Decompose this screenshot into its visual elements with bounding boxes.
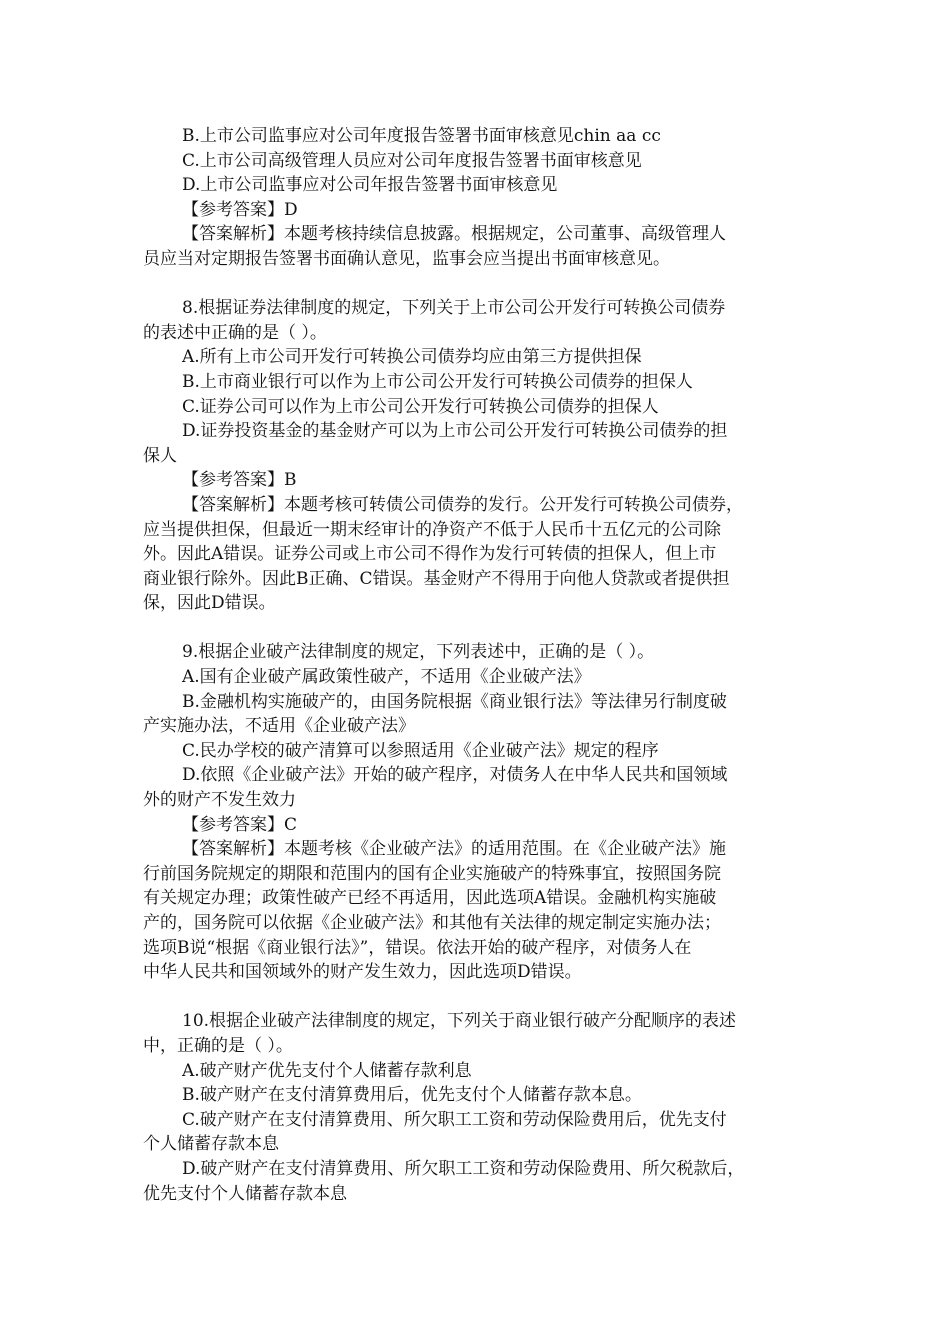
answer-analysis [143, 222, 808, 271]
option-c: 个人储蓄存款本息 [143, 1134, 279, 1155]
option-a: A.破产财产优先支付个人储蓄存款利息 [182, 1060, 472, 1081]
reference-answer: 【参考答案】C [182, 814, 298, 835]
analysis-line: 员应当对定期报告签署书面确认意见，监事会应当提出书面审核意见。 [143, 248, 670, 269]
question-stem: 9.根据企业破产法律制度的规定，下列表述中，正确的是（ ）。 [182, 642, 655, 663]
question-stem: 中，正确的是（ ）。 [143, 1035, 293, 1056]
question-10 [143, 1009, 808, 1206]
document-page [143, 124, 808, 1206]
option-d: D.依照《企业破产法》开始的破产程序，对债务人在中华人民共和国领域 [182, 765, 728, 786]
option-b: B.上市商业银行可以作为上市公司公开发行可转换公司债券的担保人 [182, 371, 693, 392]
analysis-line: 【答案解析】本题考核《企业破产法》的适用范围。在《企业破产法》施 [182, 839, 726, 860]
option-b: B.破产财产在支付清算费用后，优先支付个人储蓄存款本息。 [182, 1085, 642, 1106]
reference-answer: 【参考答案】B [182, 470, 297, 491]
analysis-line: 【答案解析】本题考核持续信息披露。根据规定，公司董事、高级管理人 [182, 224, 726, 245]
analysis-line: 应当提供担保，但最近一期末经审计的净资产不低于人民币十五亿元的公司除 [143, 519, 721, 540]
option-a: A.所有上市公司开发行可转换公司债券均应由第三方提供担保 [182, 347, 642, 368]
answer-analysis [143, 837, 808, 985]
reference-answer: 【参考答案】D [182, 199, 298, 220]
answer-analysis [143, 493, 808, 616]
analysis-line: 有关规定办理；政策性破产已经不再适用，因此选项A错误。金融机构实施破 [143, 888, 717, 909]
analysis-line: 商业银行除外。因此B正确、C错误。基金财产不得用于向他人贷款或者提供担 [143, 568, 730, 589]
analysis-line: 行前国务院规定的期限和范围内的国有企业实施破产的特殊事宜，按照国务院 [143, 863, 721, 884]
option-c: C.破产财产在支付清算费用、所欠职工工资和劳动保险费用后，优先支付 [182, 1109, 727, 1130]
option-a: A.国有企业破产属政策性破产，不适用《企业破产法》 [182, 667, 591, 688]
question-8 [143, 296, 808, 616]
option-c: C.证券公司可以作为上市公司公开发行可转换公司债券的担保人 [182, 396, 659, 417]
option-d: 优先支付个人储蓄存款本息 [143, 1183, 347, 1204]
question-stem: 的表述中正确的是（ ）。 [143, 322, 327, 343]
spacer [143, 985, 808, 1010]
spacer [143, 272, 808, 297]
analysis-line: 产的，国务院可以依据《企业破产法》和其他有关法律的规定制定实施办法； [143, 913, 721, 933]
analysis-line: 外。因此A错误。证券公司或上市公司不得作为发行可转债的担保人，但上市 [143, 544, 717, 565]
option-d: 保人 [143, 445, 177, 466]
question-7 [143, 124, 808, 272]
question-stem: 8.根据证券法律制度的规定，下列关于上市公司公开发行可转换公司债券 [182, 298, 726, 319]
option-b: B.金融机构实施破产的，由国务院根据《商业银行法》等法律另行制度破 [182, 691, 727, 712]
analysis-line: 中华人民共和国领域外的财产发生效力，因此选项D错误。 [143, 962, 582, 983]
option-d: D.证券投资基金的基金财产可以为上市公司公开发行可转换公司债券的担 [182, 421, 728, 442]
option-b: 产实施办法，不适用《企业破产法》 [143, 716, 415, 737]
analysis-line: 保，因此D错误。 [143, 593, 276, 614]
option-d: 外的财产不发生效力 [143, 790, 296, 811]
option-c: C.民办学校的破产清算可以参照适用《企业破产法》规定的程序 [182, 740, 659, 761]
spacer [143, 616, 808, 641]
option-d: D.上市公司监事应对公司年报告签署书面审核意见 [182, 175, 558, 196]
option-b: B.上市公司监事应对公司年度报告签署书面审核意见chin aa cc [182, 126, 661, 146]
analysis-line: 选项B说“根据《商业银行法》”，错误。依法开始的破产程序，对债务人在 [143, 937, 692, 958]
question-9 [143, 640, 808, 984]
question-stem: 10.根据企业破产法律制度的规定，下列关于商业银行破产分配顺序的表述 [182, 1011, 737, 1032]
analysis-line: 【答案解析】本题考核可转债公司债券的发行。公开发行可转换公司债券， [182, 494, 743, 515]
option-c: C.上市公司高级管理人员应对公司年度报告签署书面审核意见 [182, 150, 642, 171]
option-d: D.破产财产在支付清算费用、所欠职工工资和劳动保险费用、所欠税款后， [182, 1158, 745, 1179]
